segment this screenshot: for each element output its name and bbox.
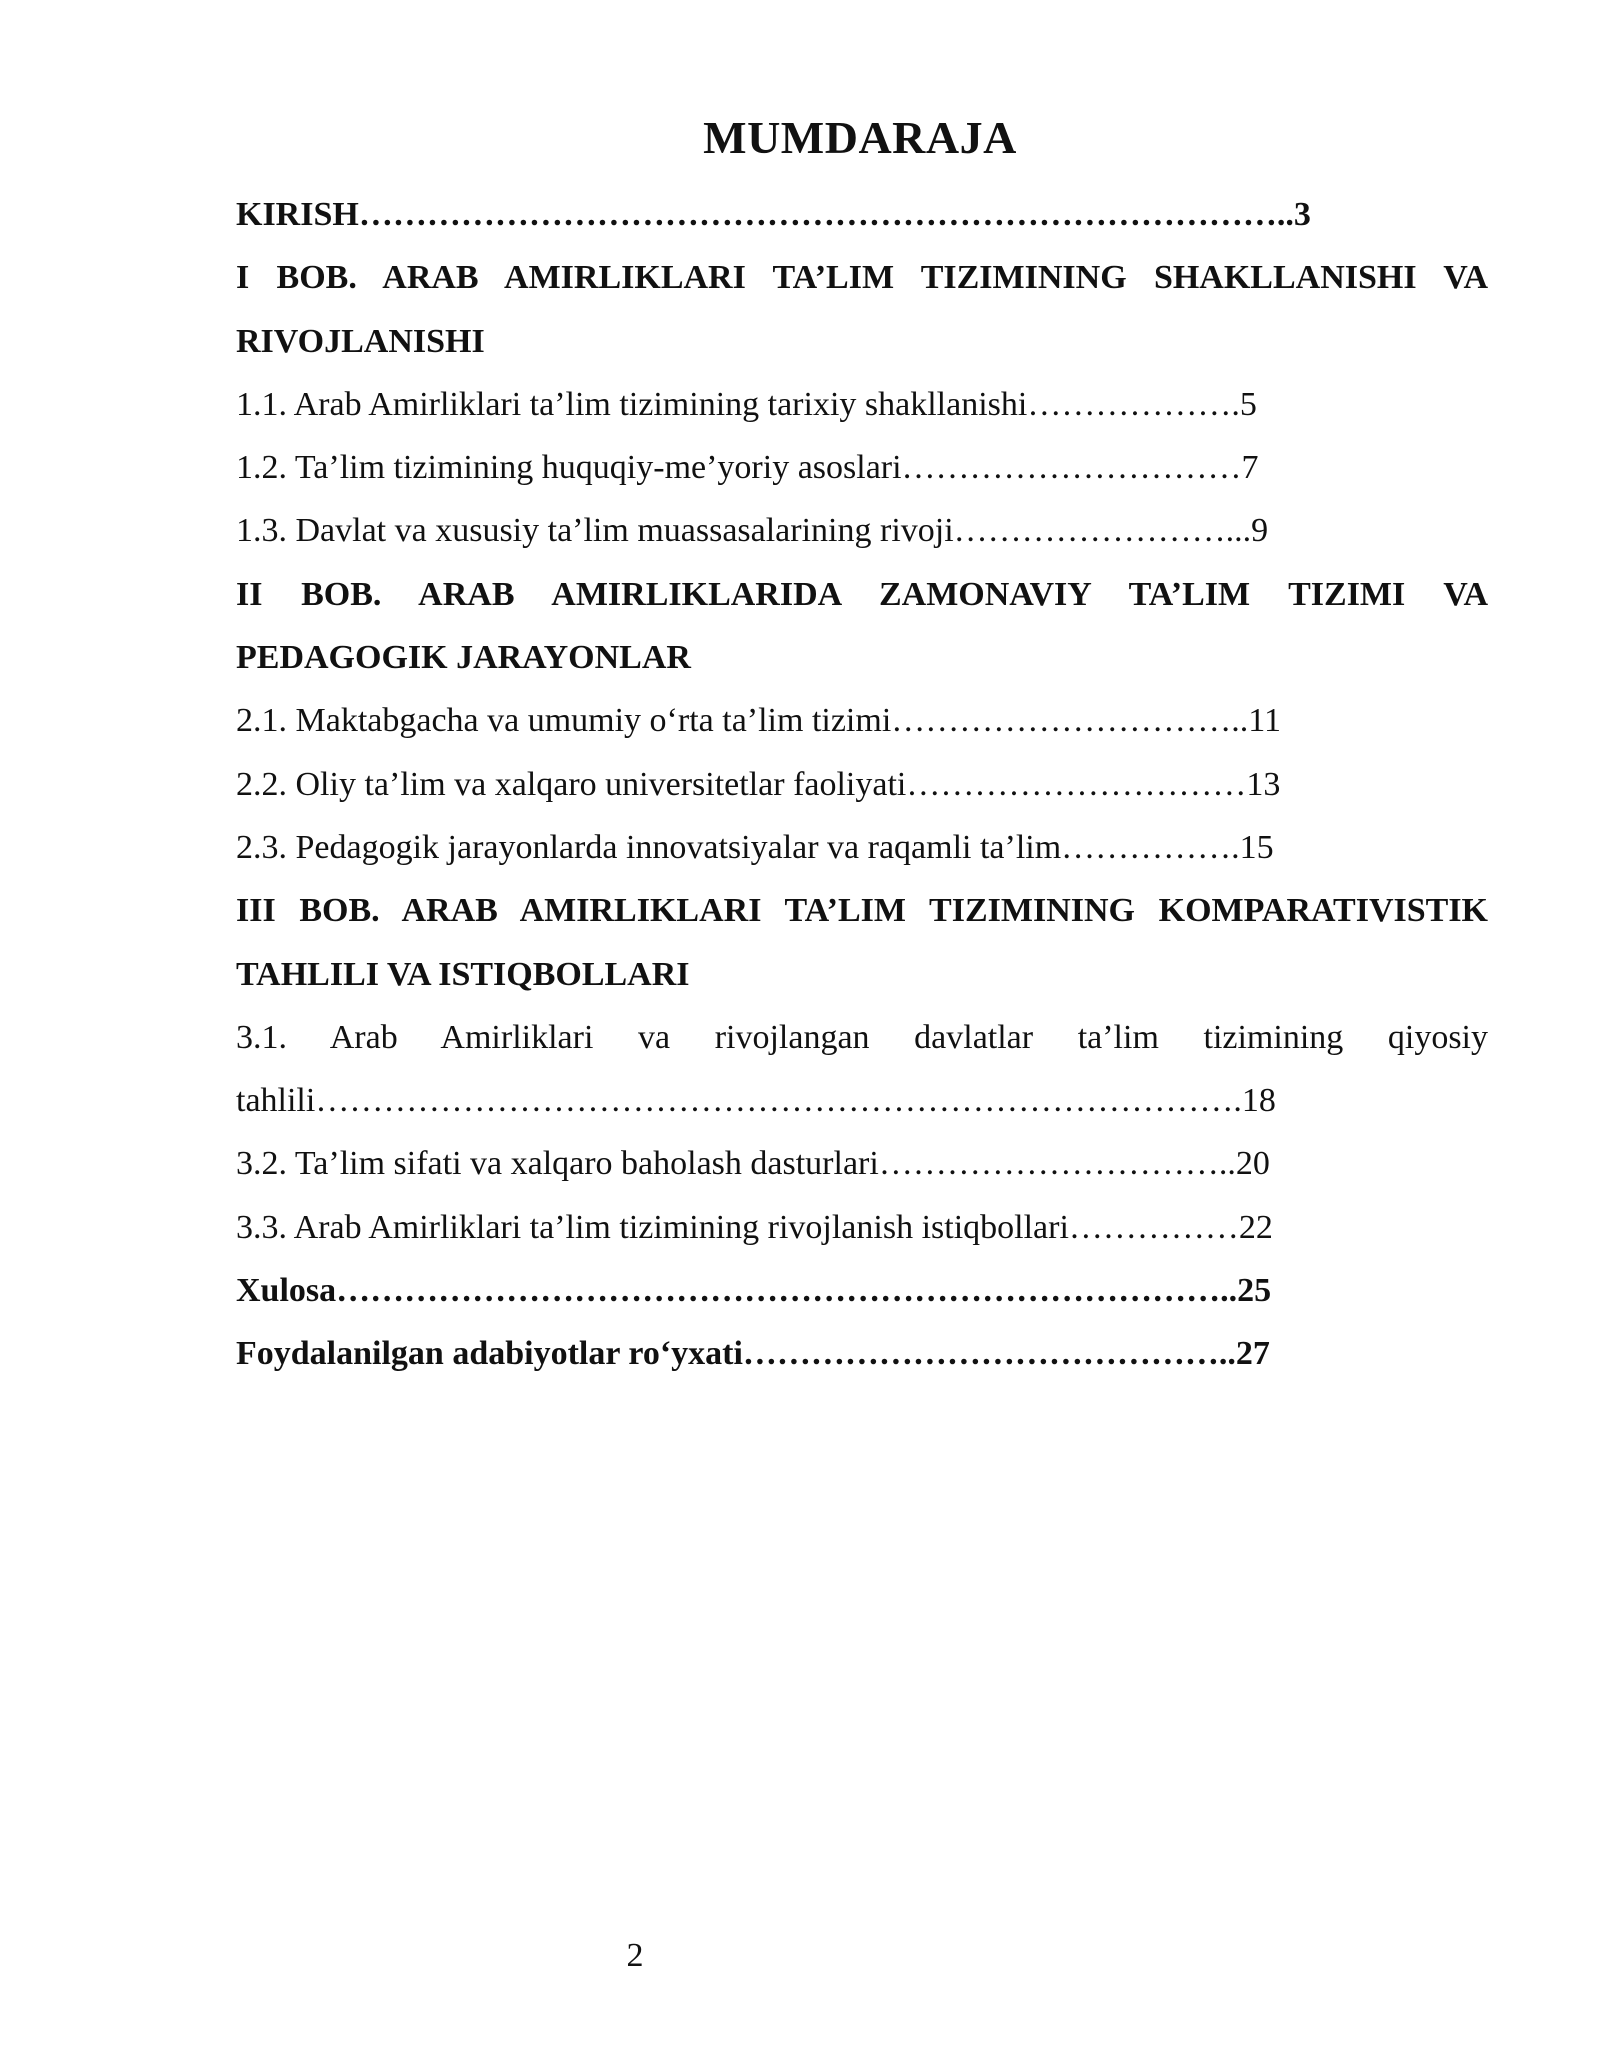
toc-entry-2-3: 2.3. Pedagogik jarayonlarda innovatsiyalar va raqamli ta’lim…………….15 <box>236 828 1274 866</box>
toc-entry-xulosa: Xulosa……………………………………………………………………..25 <box>236 1272 1272 1310</box>
toc-chapter-3: III BOB. ARAB AMIRLIKLARI TA’LIM TIZIMINING KOMPARATIVISTIK TAHLILI VA ISTIQBOLLARI <box>236 892 1488 993</box>
toc-chapter-2: II BOB. ARAB AMIRLIKLARIDA ZAMONAVIY TA’LIM TIZIMI VA PEDAGOGIK JARAYONLAR <box>236 575 1488 677</box>
table-of-contents <box>236 183 1488 1386</box>
toc-entry-1-1: 1.1. Arab Amirliklari ta’lim tizimining tarixiy shakllanishi……………….5 <box>236 385 1257 423</box>
toc-entry-adabiyotlar: Foydalanilgan adabiyotlar ro‘yxati……………………………………..27 <box>236 1335 1270 1373</box>
toc-entry-3-1: 3.1. Arab Amirliklari va rivojlangan davlatlar ta’lim tizimining qiyosiy tahlili……………………………………………………………………….18 <box>236 1018 1488 1120</box>
toc-entry-2-1: 2.1. Maktabgacha va umumiy o‘rta ta’lim tizimi…………………………..11 <box>236 702 1282 740</box>
toc-entry-2-2: 2.2. Oliy ta’lim va xalqaro universitetlar faoliyati…………………………13 <box>236 765 1281 803</box>
toc-entry-3-3: 3.3. Arab Amirliklari ta’lim tizimining rivojlanish istiqbollari……………22 <box>236 1208 1273 1246</box>
toc-chapter-1: I BOB. ARAB AMIRLIKLARI TA’LIM TIZIMINING SHAKLLANISHI VA RIVOJLANISHI <box>236 259 1488 360</box>
page-number: 2 <box>626 1937 644 1974</box>
toc-entry-1-3: 1.3. Davlat va xususiy ta’lim muassasalarining rivoji……………………...9 <box>236 512 1269 550</box>
toc-entry-1-2: 1.2. Ta’lim tizimining huquqiy-me’yoriy asoslari…………………………7 <box>236 449 1259 487</box>
toc-entry-3-2: 3.2. Ta’lim sifati va xalqaro baholash dasturlari…………………………..20 <box>236 1145 1270 1183</box>
toc-entry-kirish: KIRISH………………………………………………………………………..3 <box>236 196 1311 233</box>
document-title: MUMDARAJA <box>703 112 1017 163</box>
